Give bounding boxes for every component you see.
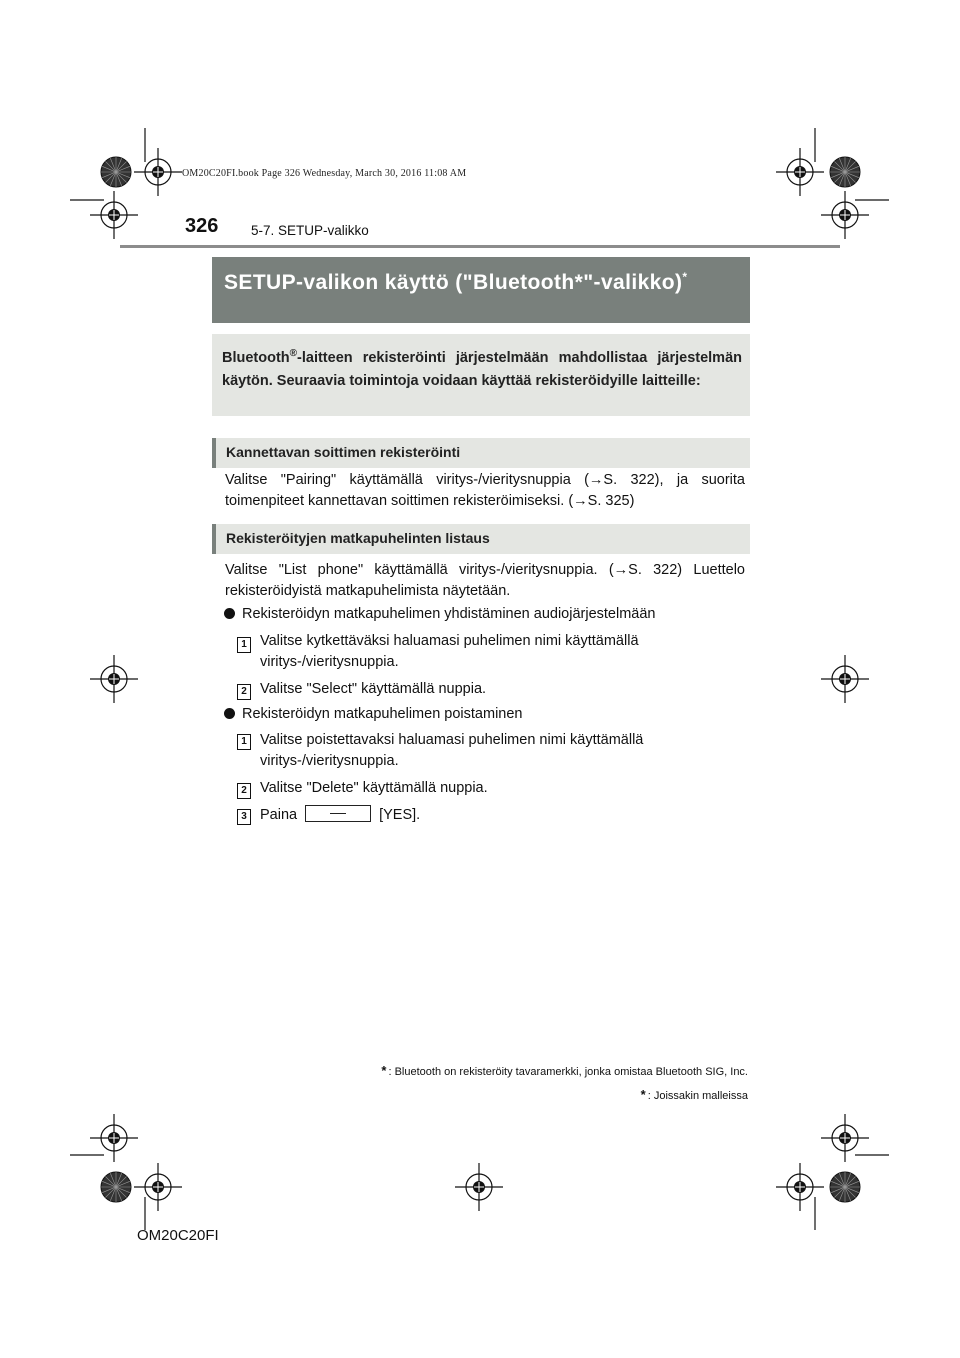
section-heading-text: Rekisteröityjen matkapuhelinten listaus: [226, 530, 490, 546]
intro-panel: [212, 334, 750, 416]
step-number-box: 1: [237, 734, 251, 750]
bullet-connect-phone: [224, 604, 655, 625]
section-heading-text: Kannettavan soittimen rekisteröinti: [226, 444, 461, 460]
bullet-dot-icon: [224, 708, 235, 719]
footnote-asterisk: *: [381, 1063, 387, 1078]
intro-body: -laitteen rekisteröinti järjestelmään mahdollistaa järjestelmän käytön. Seuraavia toimintoja voidaan käyttää rekisteröidyille laitteille:: [222, 349, 742, 389]
section-heading-portable-player: [212, 438, 750, 468]
page-title-banner: [212, 257, 750, 323]
step-text: Valitse kytkettäväksi haluamasi puhelimen nimi käyttämällä viritys-/vieritysnuppia.: [260, 633, 639, 670]
footnote-asterisk: *: [640, 1087, 646, 1102]
header-divider: [120, 245, 840, 248]
footnote-trademark: [381, 1063, 748, 1078]
bullet-delete-phone: [224, 704, 522, 725]
book-info-line: OM20C20FI.book Page 326 Wednesday, March 30, 2016 11:08 AM: [182, 168, 467, 179]
section-heading-phone-list: [212, 524, 750, 554]
step-number-box: 2: [237, 684, 251, 700]
step-text-after: [YES].: [379, 807, 421, 823]
section-body-portable-player: Valitse "Pairing" käyttämällä viritys-/vieritysnuppia (→S. 322), ja suorita toimenpiteet kannettavan soittimen rekisteröimiseksi. (→S. 325): [225, 472, 745, 509]
registered-mark: ®: [289, 348, 298, 359]
step-text: Valitse "Delete" käyttämällä nuppia.: [260, 780, 488, 796]
bullet-dot-icon: [224, 608, 235, 619]
step-text: Valitse poistettavaksi haluamasi puhelimen nimi käyttämällä viritys-/vieritysnuppia.: [260, 732, 644, 769]
page-title: [224, 263, 744, 297]
step-text-before: Paina: [260, 807, 298, 823]
footnote-models: [641, 1087, 748, 1102]
step-number-box: 2: [237, 783, 251, 799]
section-breadcrumb: 5-7. SETUP-valikko: [251, 223, 369, 238]
title-part-1: SETUP-valikon käyttö ("Bluetooth: [224, 271, 575, 294]
intro-text: [222, 342, 742, 393]
page-number: 326: [185, 215, 219, 237]
bullet-text: Rekisteröidyn matkapuhelimen yhdistäminen audiojärjestelmään: [242, 606, 656, 622]
step-text: Valitse "Select" käyttämällä nuppia.: [260, 681, 487, 697]
bullet-text: Rekisteröidyn matkapuhelimen poistaminen: [242, 706, 523, 722]
title-asterisk: *: [574, 271, 584, 294]
title-part-2: "-valikko): [583, 271, 683, 294]
step-number-box: 1: [237, 637, 251, 653]
step-text: [260, 805, 748, 826]
minus-button-icon: [305, 805, 371, 822]
intro-brand: Bluetooth: [222, 349, 290, 366]
footnote-text: : Joissakin malleissa: [647, 1090, 748, 1102]
title-footnote-mark: *: [682, 270, 688, 284]
footnote-text: : Bluetooth on rekisteröity tavaramerkki, jonka omistaa Bluetooth SIG, Inc.: [388, 1066, 748, 1078]
model-code: OM20C20FI: [137, 1227, 219, 1244]
step-number-box: 3: [237, 809, 251, 825]
section-body-phone-list: Valitse "List phone" käyttämällä viritys-/vieritysnuppia. (→S. 322) Luettelo rekisteröidyistä matkapuhelimista näytetään.: [225, 562, 745, 599]
